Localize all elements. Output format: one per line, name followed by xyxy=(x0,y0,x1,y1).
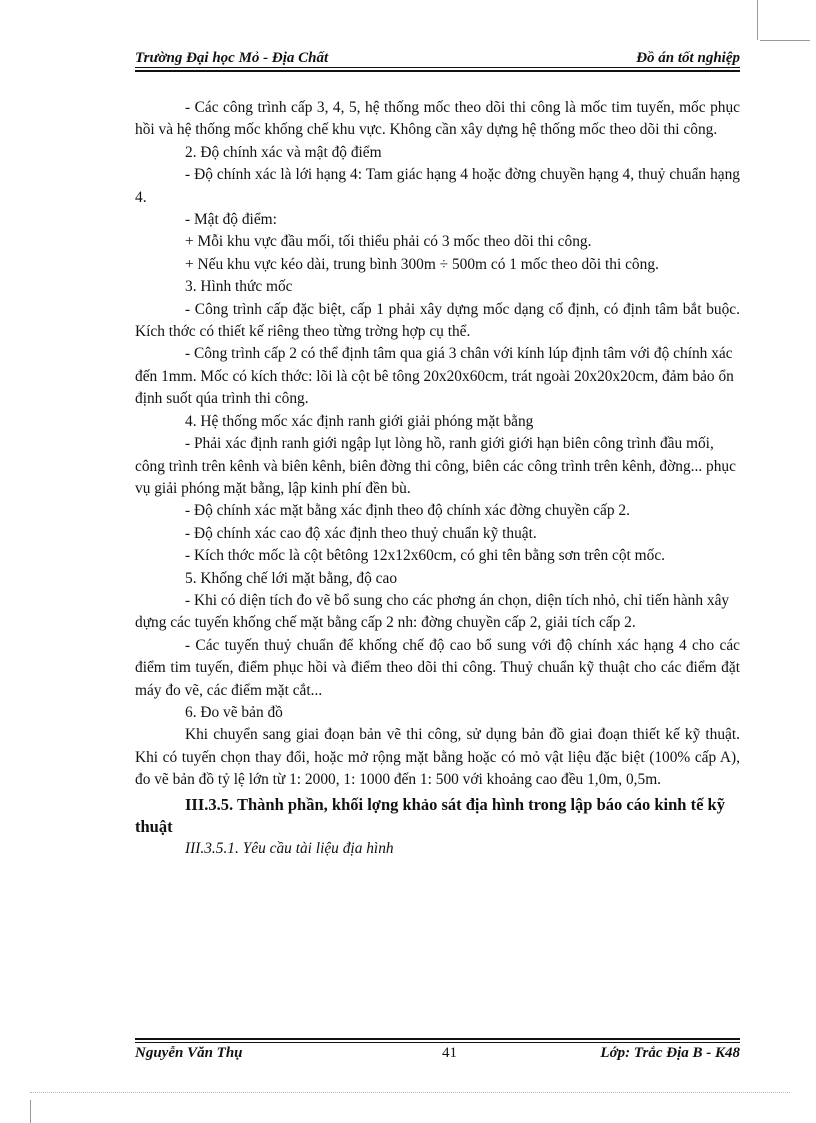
paragraph: Khi chuyển sang giai đoạn bản vẽ thi công, sử dụng bản đồ giai đoạn thiết kế kỹ thuật. Khi có tuyến chọn thay đổi, hoặc mở rộng mặt bằng hoặc có mỏ vật liệu đặc biệt (100% cấp A), đo vẽ bản đồ tỷ lệ lớn từ 1: 2000, 1: 1000 đến 1: 500 với khoảng cao đều 1,0m, 0,5m. xyxy=(135,726,740,789)
list-item: + Mỗi khu vực đầu mối, tối thiểu phải có 3 mốc theo dõi thi công. xyxy=(185,233,592,251)
footer-class: Lớp: Trắc Địa B - K48 xyxy=(600,1045,740,1061)
crop-mark-bottom xyxy=(30,1100,31,1123)
section-title-boundary: 4. Hệ thống mốc xác định ranh giới giải phóng mặt bằng xyxy=(185,412,534,430)
paragraph: - Kích thớc mốc là cột bêtông 12x12x60cm, có ghi tên bằng sơn trên cột mốc. xyxy=(185,547,666,565)
crop-mark-right xyxy=(760,40,810,41)
page-bottom-boundary xyxy=(30,1092,790,1093)
subsection-heading: III.3.5.1. Yêu cầu tài liệu địa hình xyxy=(185,839,394,857)
paragraph: - Phải xác định ranh giới ngập lụt lòng hồ, ranh giới giới hạn biên công trình đầu mối, công trình trên kênh và biên kênh, biên đờng thi công, biên các công trình trên kênh, đờng... phục vụ giải phóng mặt bằng, lập kinh phí đền bù. xyxy=(135,435,736,497)
footer-author: Nguyễn Văn Thụ xyxy=(135,1045,243,1061)
paragraph: - Khi có diện tích đo vẽ bổ sung cho các phơng án chọn, diện tích nhỏ, chỉ tiến hành xây dựng các tuyến khống chế mặt bằng cấp 2 nh: đờng chuyền cấp 2, giải tích cấp 2. xyxy=(135,591,730,632)
list-item: + Nếu khu vực kéo dài, trung bình 300m ÷ 500m có 1 mốc theo dõi thi công. xyxy=(185,255,659,273)
paragraph: - Độ chính xác mặt bằng xác định theo độ chính xác đờng chuyền cấp 2. xyxy=(185,502,630,520)
header-rule-thick xyxy=(135,70,740,72)
paragraph: - Các tuyến thuỷ chuẩn để khống chế độ cao bổ sung với độ chính xác hạng 4 cho các điểm tim tuyến, điểm phục hồi và điểm theo dõi thi công. Thuỷ chuẩn kỹ thuật cho các điểm đặt máy đo vẽ, các điểm mặt cắt... xyxy=(135,636,740,699)
header-school: Trường Đại học Mỏ - Địa Chất xyxy=(135,50,329,66)
header-rule xyxy=(135,67,740,68)
page-body xyxy=(135,97,740,860)
paragraph: - Mật độ điểm: xyxy=(185,211,277,229)
section-title-accuracy: 2. Độ chính xác và mật độ điểm xyxy=(185,143,382,161)
page-header xyxy=(135,50,740,68)
footer-rule xyxy=(135,1042,740,1043)
paragraph: - Độ chính xác là lới hạng 4: Tam giác hạng 4 hoặc đờng chuyền hạng 4, thuỷ chuẩn hạng 4. xyxy=(135,166,740,206)
section-title-control-network: 5. Khống chế lới mặt bằng, độ cao xyxy=(185,569,398,587)
paragraph: - Công trình cấp 2 có thể định tâm qua giá 3 chân với kính lúp định tâm với độ chính xác đến 1mm. Mốc có kích thớc: lõi là cột bê tông 20x20x60cm, trát ngoài 20x20x20cm, đảm bảo ổn định suốt qúa trình thi công. xyxy=(135,345,734,408)
paragraph: - Độ chính xác cao độ xác định theo thuỷ chuẩn kỹ thuật. xyxy=(185,524,537,542)
section-title-mapping: 6. Đo vẽ bản đồ xyxy=(185,703,283,721)
paragraph: - Các công trình cấp 3, 4, 5, hệ thống mốc theo dõi thi công là mốc tim tuyến, mốc phục hồi và hệ thống mốc khống chế khu vực. Không cần xây dựng hệ thống mốc theo dõi thi công. xyxy=(135,99,740,139)
section-title-marker-form: 3. Hình thức mốc xyxy=(185,278,293,296)
header-doc-type: Đồ án tốt nghiệp xyxy=(636,50,740,66)
crop-mark-top xyxy=(757,0,758,40)
page-footer xyxy=(135,1045,740,1065)
footer-rule-thick xyxy=(135,1038,740,1040)
section-heading: III.3.5. Thành phần, khối lợng khảo sát địa hình trong lập báo cáo kinh tế kỹ thuật xyxy=(135,794,725,836)
paragraph: - Công trình cấp đặc biệt, cấp 1 phải xây dựng mốc dạng cố định, có định tâm bắt buộc. Kích thớc có thiết kế riêng theo từng trờng hợp cụ thể. xyxy=(135,300,740,341)
page-number: 41 xyxy=(442,1045,457,1061)
